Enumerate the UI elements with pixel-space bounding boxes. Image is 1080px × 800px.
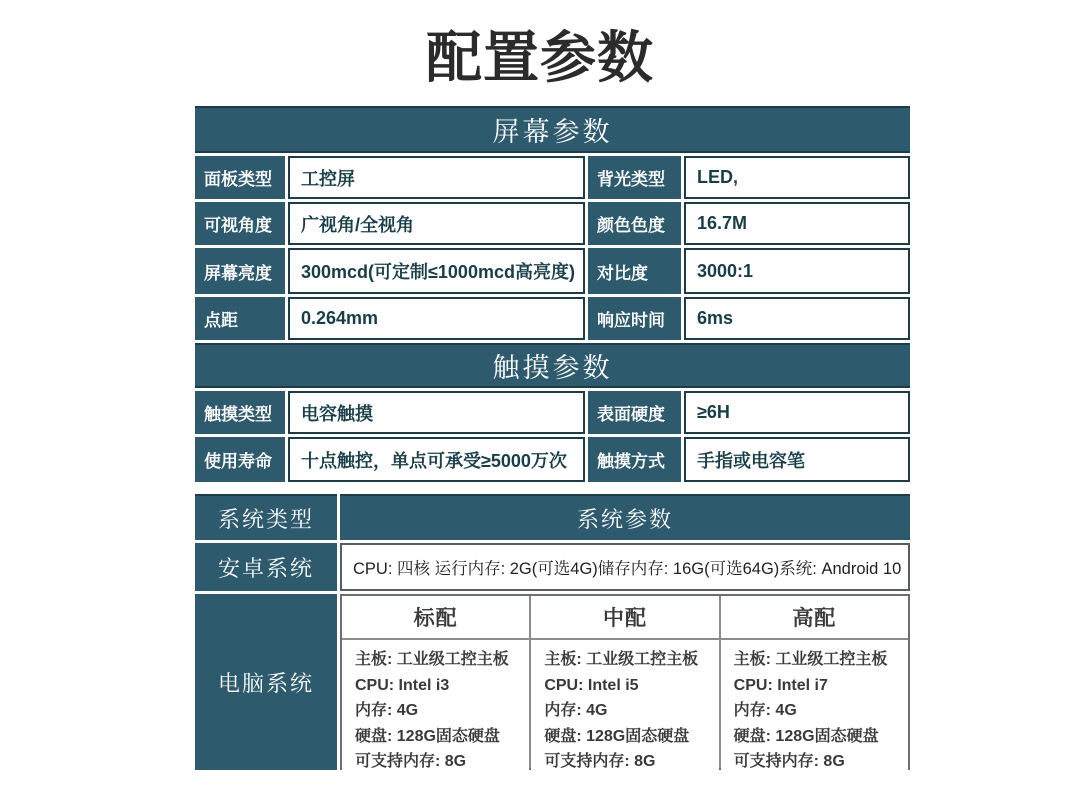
value-viewing-angle: 广视角/全视角 bbox=[288, 202, 585, 245]
spec-line-disk: 硬盘: 128G固态硬盘 bbox=[355, 727, 500, 745]
label-touch-method: 触摸方式 bbox=[588, 437, 681, 482]
value-dot-pitch: 0.264mm bbox=[288, 297, 585, 340]
section-header-touch: 触摸参数 bbox=[195, 343, 910, 388]
spec-line-max-ram: 可支持内存: 8G bbox=[733, 753, 845, 770]
spec-line-max-ram: 可支持内存: 8G bbox=[544, 753, 656, 770]
tier-header-mid: 中配 bbox=[531, 596, 718, 638]
tier-specs-high bbox=[721, 640, 908, 775]
spec-line-cpu: CPU: Intel i7 bbox=[733, 676, 828, 694]
value-contrast: 3000:1 bbox=[684, 248, 910, 294]
spec-line-ram: 内存: 4G bbox=[355, 702, 419, 719]
value-panel-type: 工控屏 bbox=[288, 156, 585, 199]
value-backlight-type: LED, bbox=[684, 156, 910, 199]
value-brightness: 300mcd(可定制≤1000mcd高亮度) bbox=[288, 248, 585, 294]
page-title: 配置参数 bbox=[426, 26, 654, 89]
value-color-depth: 16.7M bbox=[684, 202, 910, 245]
spec-line-disk: 硬盘: 128G固态硬盘 bbox=[544, 727, 690, 745]
label-dot-pitch: 点距 bbox=[195, 297, 285, 340]
screen-touch-params-table bbox=[195, 106, 910, 482]
computer-system-label: 电脑系统 bbox=[195, 594, 337, 770]
spec-line-max-ram: 可支持内存: 8G bbox=[355, 753, 467, 770]
label-surface-hardness: 表面硬度 bbox=[588, 391, 681, 434]
label-color-depth: 颜色色度 bbox=[588, 202, 681, 245]
label-response-time: 响应时间 bbox=[588, 297, 681, 340]
section-header-screen: 屏幕参数 bbox=[195, 106, 910, 153]
label-service-life: 使用寿命 bbox=[195, 437, 285, 482]
label-viewing-angle: 可视角度 bbox=[195, 202, 285, 245]
computer-tiers-grid bbox=[340, 594, 910, 770]
tier-header-standard: 标配 bbox=[342, 596, 529, 638]
label-touch-type: 触摸类型 bbox=[195, 391, 285, 434]
system-params-table bbox=[195, 494, 910, 770]
system-params-header: 系统参数 bbox=[340, 494, 910, 540]
spec-line-cpu: CPU: Intel i5 bbox=[544, 676, 639, 694]
label-backlight-type: 背光类型 bbox=[588, 156, 681, 199]
value-service-life: 十点触控，单点可承受≥5000万次 bbox=[288, 437, 585, 482]
label-panel-type: 面板类型 bbox=[195, 156, 285, 199]
spec-line-motherboard: 主板: 工业级工控主板 bbox=[544, 651, 699, 668]
tier-header-high: 高配 bbox=[721, 596, 908, 638]
value-touch-method: 手指或电容笔 bbox=[684, 437, 910, 482]
spec-line-cpu: CPU: Intel i3 bbox=[355, 676, 450, 694]
tier-specs-mid bbox=[531, 640, 718, 775]
spec-line-ram: 内存: 4G bbox=[733, 702, 797, 719]
spec-line-motherboard: 主板: 工业级工控主板 bbox=[733, 651, 888, 668]
spec-line-disk: 硬盘: 128G固态硬盘 bbox=[733, 727, 879, 745]
value-touch-type: 电容触摸 bbox=[288, 391, 585, 434]
value-response-time: 6ms bbox=[684, 297, 910, 340]
system-type-header: 系统类型 bbox=[195, 494, 337, 540]
label-contrast: 对比度 bbox=[588, 248, 681, 294]
android-system-label: 安卓系统 bbox=[195, 543, 337, 591]
tier-specs-standard bbox=[342, 640, 529, 775]
spec-line-motherboard: 主板: 工业级工控主板 bbox=[355, 651, 509, 668]
spec-line-ram: 内存: 4G bbox=[544, 702, 608, 719]
android-system-spec: CPU: 四核 运行内存: 2G(可选4G)储存内存: 16G(可选64G)系统: Android 10 bbox=[340, 543, 910, 591]
label-brightness: 屏幕亮度 bbox=[195, 248, 285, 294]
value-surface-hardness: ≥6H bbox=[684, 391, 910, 434]
